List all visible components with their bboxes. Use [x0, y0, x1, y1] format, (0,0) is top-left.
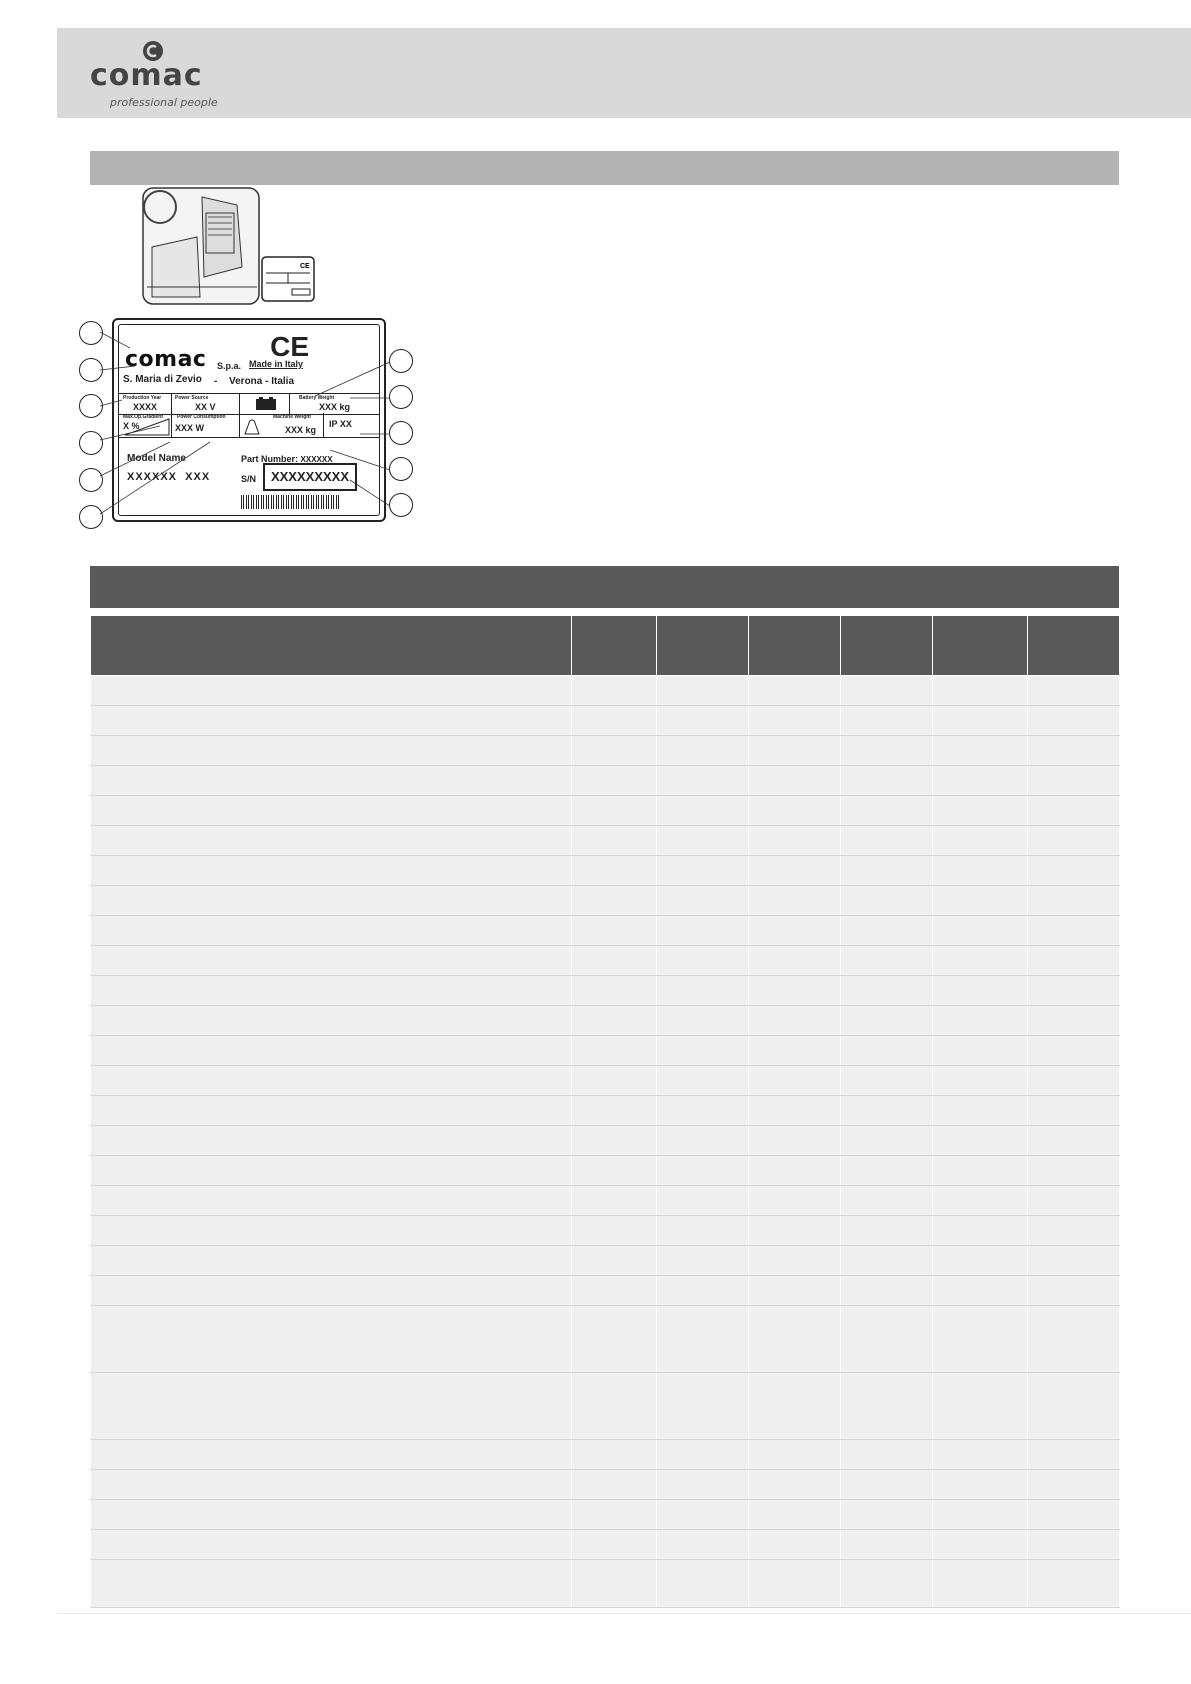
table-cell [841, 1530, 933, 1560]
table-cell [91, 976, 572, 1006]
table-row [91, 1096, 1120, 1126]
ip-rating-value: IP XX [329, 419, 352, 429]
table-row [91, 1126, 1120, 1156]
table-cell [572, 1440, 656, 1470]
plate-frame [118, 324, 380, 516]
plate-brand: comac [125, 347, 207, 372]
table-cell [656, 1186, 748, 1216]
model-value [127, 471, 210, 483]
table-cell [656, 1216, 748, 1246]
table-cell [656, 1373, 748, 1440]
table-cell [656, 1530, 748, 1560]
table-cell [748, 676, 840, 706]
table-cell [841, 1096, 933, 1126]
machine-weight-value: XXX kg [285, 425, 317, 435]
table-cell [933, 1560, 1027, 1608]
table-cell [933, 916, 1027, 946]
table-header-cell [841, 616, 933, 676]
table-cell [91, 946, 572, 976]
plate-row-1 [119, 393, 379, 415]
table-cell [841, 976, 933, 1006]
table-cell [748, 1006, 840, 1036]
table-cell [1027, 1006, 1119, 1036]
table-header-cell [1027, 616, 1119, 676]
table-cell [748, 1440, 840, 1470]
table-cell [1027, 1126, 1119, 1156]
table-cell [841, 1186, 933, 1216]
callout-circle [79, 505, 103, 529]
table-cell [933, 886, 1027, 916]
table-cell [572, 826, 656, 856]
table-cell [933, 976, 1027, 1006]
table-cell [1027, 796, 1119, 826]
table-cell [91, 1470, 572, 1500]
table-cell [841, 1126, 933, 1156]
part-number-label: Part Number: [241, 454, 299, 464]
table-cell [656, 946, 748, 976]
production-year-label: Production Year [123, 395, 162, 401]
table-cell [91, 1276, 572, 1306]
table-cell [933, 1530, 1027, 1560]
table-row [91, 1470, 1120, 1500]
table-cell [841, 916, 933, 946]
table-cell [841, 886, 933, 916]
table-row [91, 1560, 1120, 1608]
table-cell [748, 1470, 840, 1500]
table-cell [656, 1246, 748, 1276]
battery-weight-value: XXX kg [319, 402, 351, 412]
table-cell [91, 916, 572, 946]
table-cell [656, 676, 748, 706]
table-row [91, 916, 1120, 946]
table-cell [1027, 1373, 1119, 1440]
table-cell [933, 1373, 1027, 1440]
table-cell [933, 1306, 1027, 1373]
serial-number-value: XXXXXXXXX [263, 463, 357, 491]
table-cell [572, 676, 656, 706]
table-cell [933, 706, 1027, 736]
table-cell [1027, 976, 1119, 1006]
table-cell [748, 1126, 840, 1156]
part-number-value: XXXXXX [300, 455, 333, 464]
table-cell [572, 1006, 656, 1036]
table-cell [841, 1560, 933, 1608]
table-cell [572, 1500, 656, 1530]
table-cell [748, 1186, 840, 1216]
table-cell [656, 1470, 748, 1500]
table-row [91, 676, 1120, 706]
table-row [91, 946, 1120, 976]
table-cell [841, 796, 933, 826]
svg-text:CE: CE [300, 263, 310, 270]
table-cell [748, 976, 840, 1006]
table-cell [933, 766, 1027, 796]
table-cell [572, 976, 656, 1006]
table-cell [91, 766, 572, 796]
divider [239, 394, 240, 414]
callout-circle [79, 321, 103, 345]
battery-weight-label: Battery Weight [299, 395, 335, 401]
footer-divider [57, 1613, 1191, 1614]
table-cell [748, 1306, 840, 1373]
table-header-cell [91, 616, 572, 676]
machine-weight-label: Machine Weight [273, 414, 311, 420]
divider [171, 394, 172, 414]
table-cell [841, 856, 933, 886]
table-cell [933, 1276, 1027, 1306]
table-cell [656, 976, 748, 1006]
table-cell [933, 1246, 1027, 1276]
table-cell [656, 766, 748, 796]
table-cell [933, 736, 1027, 766]
table-cell [748, 826, 840, 856]
table-cell [91, 856, 572, 886]
table-cell [1027, 736, 1119, 766]
table-cell [933, 1096, 1027, 1126]
divider [323, 413, 324, 437]
table-cell [91, 1036, 572, 1066]
table-cell [841, 766, 933, 796]
divider [171, 413, 172, 437]
plate-row-2 [119, 413, 379, 438]
table-row [91, 1216, 1120, 1246]
table-cell [1027, 1066, 1119, 1096]
table-cell [933, 856, 1027, 886]
table-cell [841, 676, 933, 706]
table-row [91, 706, 1120, 736]
table-cell [572, 706, 656, 736]
table-cell [572, 766, 656, 796]
table-row [91, 826, 1120, 856]
table-cell [91, 1440, 572, 1470]
table-cell [91, 886, 572, 916]
table-row [91, 1246, 1120, 1276]
table-cell [656, 706, 748, 736]
table-cell [841, 1306, 933, 1373]
table-cell [841, 1216, 933, 1246]
table-cell [748, 1096, 840, 1126]
table-cell [1027, 1156, 1119, 1186]
callout-circle [79, 358, 103, 382]
table-cell [656, 1006, 748, 1036]
table-row [91, 1530, 1120, 1560]
table-cell [572, 1470, 656, 1500]
callout-circle [389, 493, 413, 517]
gradient-icon [125, 419, 169, 435]
plate-company-suffix: S.p.a. [217, 361, 242, 371]
table-row [91, 1440, 1120, 1470]
table-cell [1027, 886, 1119, 916]
table-cell [91, 1246, 572, 1276]
table-cell [572, 856, 656, 886]
table-cell [656, 916, 748, 946]
table-cell [748, 736, 840, 766]
table-header-row [91, 616, 1120, 676]
table-cell [91, 1530, 572, 1560]
table-cell [933, 796, 1027, 826]
table-cell [933, 1470, 1027, 1500]
table-cell [748, 1530, 840, 1560]
table-cell [841, 1246, 933, 1276]
table-cell [841, 706, 933, 736]
table-cell [656, 1560, 748, 1608]
table-row [91, 1186, 1120, 1216]
table-cell [572, 1036, 656, 1066]
table-cell [91, 796, 572, 826]
power-source-label: Power Source [175, 395, 209, 401]
table-cell [572, 1216, 656, 1246]
logo-tagline: professional people [110, 96, 218, 109]
table-cell [1027, 676, 1119, 706]
power-consumption-label: Power Consumption [177, 414, 226, 420]
table-row [91, 1373, 1120, 1440]
table-cell [748, 1246, 840, 1276]
battery-icon [255, 397, 277, 411]
table-cell [656, 796, 748, 826]
callout-circle [389, 457, 413, 481]
callout-circle [389, 385, 413, 409]
table-row [91, 856, 1120, 886]
table-cell [656, 1276, 748, 1306]
table-cell [841, 1276, 933, 1306]
table-header-cell [933, 616, 1027, 676]
table-cell [841, 1470, 933, 1500]
table-row [91, 1276, 1120, 1306]
table-cell [841, 1156, 933, 1186]
table-cell [572, 1373, 656, 1440]
production-year-value: XXXX [133, 402, 158, 412]
table-cell [572, 1126, 656, 1156]
table-cell [572, 736, 656, 766]
table-cell [748, 1216, 840, 1246]
table-cell [1027, 1036, 1119, 1066]
table-cell [748, 766, 840, 796]
table-cell [1027, 1440, 1119, 1470]
table-row [91, 1006, 1120, 1036]
table-cell [572, 1156, 656, 1186]
table-cell [748, 706, 840, 736]
table-header-cell [572, 616, 656, 676]
plate-address-left: S. Maria di Zevio [123, 374, 202, 385]
table-cell [91, 1006, 572, 1036]
table-cell [91, 1186, 572, 1216]
technical-data-table [90, 615, 1120, 1608]
table-cell [656, 1440, 748, 1470]
table-cell [1027, 946, 1119, 976]
section-header-bar [90, 151, 1119, 185]
table-cell [748, 1036, 840, 1066]
table-cell [91, 676, 572, 706]
weight-icon [243, 417, 261, 435]
table-cell [748, 1373, 840, 1440]
table-cell [748, 1066, 840, 1096]
table-cell [91, 706, 572, 736]
table-cell [656, 1066, 748, 1096]
comac-logo [90, 40, 220, 110]
table-cell [572, 796, 656, 826]
table-cell [841, 1373, 933, 1440]
table-cell [748, 1500, 840, 1530]
table-cell [656, 1126, 748, 1156]
plate-address-sep: - [214, 376, 218, 387]
table-cell [91, 1066, 572, 1096]
table-cell [748, 886, 840, 916]
model-value-2: XXX [185, 471, 211, 483]
table-cell [572, 1186, 656, 1216]
table-cell [1027, 826, 1119, 856]
table-row [91, 1500, 1120, 1530]
table-cell [1027, 1306, 1119, 1373]
table-cell [91, 1373, 572, 1440]
table-cell [933, 1156, 1027, 1186]
table-cell [91, 1560, 572, 1608]
ce-mark: CE [270, 331, 309, 362]
table-cell [748, 856, 840, 886]
table-row [91, 886, 1120, 916]
table-cell [748, 1156, 840, 1186]
logo-wordmark: comac [90, 58, 203, 93]
table-cell [1027, 1276, 1119, 1306]
table-header-cell [748, 616, 840, 676]
table-row [91, 1156, 1120, 1186]
table-body [91, 676, 1120, 1608]
table-row [91, 736, 1120, 766]
table-cell [656, 1500, 748, 1530]
barcode [241, 495, 341, 509]
table-cell [841, 826, 933, 856]
power-source-value: XX V [195, 402, 216, 412]
table-cell [91, 826, 572, 856]
divider [239, 413, 240, 437]
callout-circle [389, 421, 413, 445]
table-cell [1027, 856, 1119, 886]
table-cell [656, 826, 748, 856]
table-cell [572, 1096, 656, 1126]
table-row [91, 796, 1120, 826]
table-cell [933, 1186, 1027, 1216]
table-cell [841, 1500, 933, 1530]
table-row [91, 766, 1120, 796]
gradient-value: X % [123, 421, 140, 431]
table-cell [1027, 1186, 1119, 1216]
table-row [91, 976, 1120, 1006]
table-cell [933, 1126, 1027, 1156]
table-cell [1027, 1560, 1119, 1608]
table-cell [748, 946, 840, 976]
table-cell [1027, 1246, 1119, 1276]
table-cell [91, 1126, 572, 1156]
table-cell [572, 1276, 656, 1306]
table-cell [841, 1066, 933, 1096]
table-cell [572, 1246, 656, 1276]
table-cell [656, 1096, 748, 1126]
table-cell [1027, 766, 1119, 796]
table-cell [572, 886, 656, 916]
table-cell [933, 946, 1027, 976]
table-cell [1027, 1530, 1119, 1560]
table-row [91, 1306, 1120, 1373]
table-cell [1027, 1500, 1119, 1530]
table-cell [572, 1306, 656, 1373]
table-cell [656, 856, 748, 886]
machine-photo [114, 187, 310, 307]
table-header-cell [656, 616, 748, 676]
table-cell [91, 1216, 572, 1246]
table-cell [91, 736, 572, 766]
table-row [91, 1036, 1120, 1066]
identification-plate [112, 318, 386, 522]
table-cell [933, 1036, 1027, 1066]
table-row [91, 1066, 1120, 1096]
table-cell [1027, 1096, 1119, 1126]
table-cell [841, 1006, 933, 1036]
table-cell [748, 796, 840, 826]
power-consumption-value: XXX W [175, 423, 205, 433]
table-cell [656, 736, 748, 766]
table-title-bar [90, 566, 1119, 608]
divider [289, 394, 290, 414]
table-cell [933, 1006, 1027, 1036]
table-cell [572, 916, 656, 946]
serial-number-label: S/N [241, 474, 257, 484]
table-cell [91, 1500, 572, 1530]
table-cell [572, 1530, 656, 1560]
table-cell [748, 1276, 840, 1306]
callout-circle [389, 349, 413, 373]
callout-circle [79, 468, 103, 492]
table-cell [933, 1500, 1027, 1530]
table-cell [933, 1440, 1027, 1470]
table-cell [656, 886, 748, 916]
table-cell [933, 676, 1027, 706]
model-value-1: XXXXXX [127, 471, 178, 483]
table-cell [841, 1440, 933, 1470]
table-cell [748, 916, 840, 946]
table-cell [748, 1560, 840, 1608]
table-cell [572, 946, 656, 976]
table-cell [91, 1156, 572, 1186]
table-cell [91, 1096, 572, 1126]
table-cell [933, 1216, 1027, 1246]
table-cell [656, 1036, 748, 1066]
table-cell [841, 1036, 933, 1066]
table-cell [1027, 1216, 1119, 1246]
table-cell [933, 826, 1027, 856]
table-cell [841, 946, 933, 976]
table-cell [572, 1560, 656, 1608]
callout-circle [79, 394, 103, 418]
header-band [57, 28, 1191, 118]
table-cell [1027, 1470, 1119, 1500]
plate-made-in: Made in Italy [249, 359, 304, 369]
table-cell [656, 1306, 748, 1373]
table-cell [933, 1066, 1027, 1096]
plate-address-right: Verona - Italia [229, 376, 295, 387]
table-cell [91, 1306, 572, 1373]
gradient-label: Max.Op.Gradient [123, 414, 164, 420]
table-cell [1027, 706, 1119, 736]
table-cell [1027, 916, 1119, 946]
table-cell [841, 736, 933, 766]
table-cell [656, 1156, 748, 1186]
model-name-label: Model Name [127, 453, 186, 464]
callout-circle [79, 431, 103, 455]
table-cell [572, 1066, 656, 1096]
